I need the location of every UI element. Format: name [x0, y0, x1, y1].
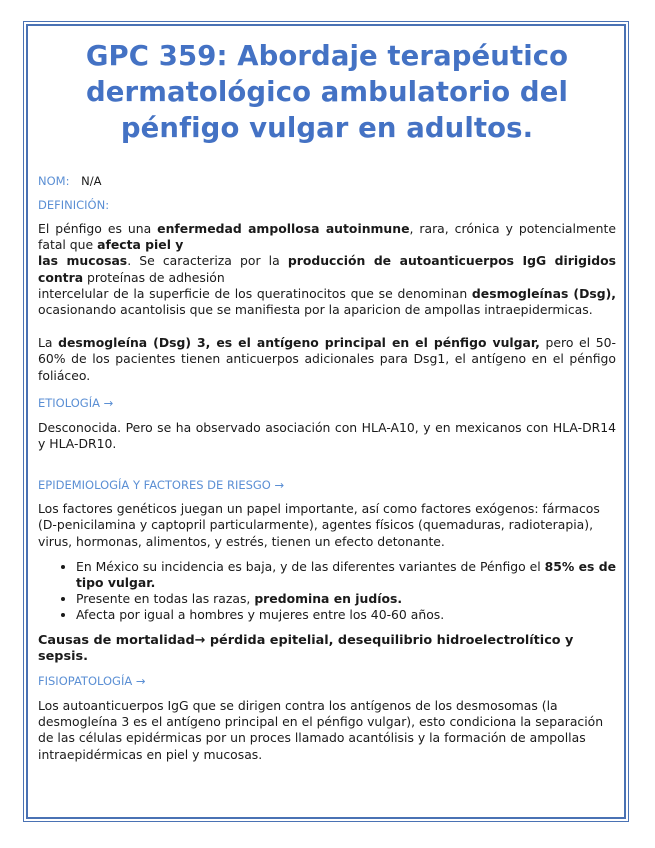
list-item — [76, 607, 616, 623]
text-run: pero el 50-60% de los pacientes tienen anticuerpos adicionales para Dsg1, el antígeno en el pénfigo foliáceo. — [38, 335, 616, 383]
text-run: En México su incidencia es baja, y de las diferentes variantes de Pénfigo el — [76, 558, 545, 574]
bold-run: desmogleína (Dsg) 3, es el antígeno principal en el pénfigo vulgar, — [58, 335, 540, 351]
bold-run: enfermedad ampollosa autoinmune — [157, 221, 410, 236]
etiologia-heading: ETIOLOGÍA → — [38, 395, 114, 410]
desmogleina-paragraph — [38, 335, 616, 384]
text-run: Presente en todas las razas, — [76, 591, 255, 607]
definicion-paragraph — [38, 221, 616, 318]
bold-run: afecta piel y — [97, 237, 184, 253]
mortalidad-text: Causas de mortalidad→ pérdida epitelial, desequilibrio hidroelectrolítico y sepsis. — [38, 632, 574, 664]
epidemiologia-list — [38, 559, 616, 624]
definicion-line-3 — [38, 286, 616, 318]
definicion-heading: DEFINICIÓN: — [38, 198, 110, 212]
bold-run: predomina en judíos. — [254, 591, 403, 607]
nom-row — [38, 174, 616, 188]
text-run: La — [38, 335, 59, 351]
bold-run: producción de autoanticuerpos IgG dirigidos contra — [38, 253, 617, 285]
fisiopatologia-text: Los autoanticuerpos IgG que se dirigen contra los antígenos de los desmosomas (la desmogleína 3 es el antígeno principal en el pénfigo vulgar), esto condiciona la separación de las células epidérmicas por un proces llamado acantólisis y la formación de ampollas intraepidérmicas en piel y mucosas. — [38, 698, 604, 762]
etiologia-text: Desconocida. Pero se ha observado asociación con HLA-A10, y en mexicanos con HLA-DR14 y HLA-DR10. — [38, 419, 616, 452]
document-body — [38, 38, 616, 763]
text-run: proteínas de adhesión — [83, 269, 225, 285]
text-run: Afecta por igual a hombres y mujeres entre los 40-60 años. — [76, 607, 445, 623]
fisiopatologia-heading: FISIOPATOLOGÍA → — [38, 674, 146, 689]
bold-run: 85% es de tipo vulgar. — [76, 558, 616, 591]
bold-run: desmogleínas (Dsg), — [471, 285, 616, 301]
epidemiologia-intro: Los factores genéticos juegan un papel importante, así como factores exógenos: fármacos (D-penicilamina y captopril particularmente), agentes físicos (quemaduras, radioterapia), virus, hormonas, alimentos, y estrés, tienen un efecto detonante. — [38, 501, 600, 549]
epidemiologia-heading: EPIDEMIOLOGÍA Y FACTORES DE RIESGO → — [38, 478, 285, 493]
list-item — [76, 559, 616, 591]
text-run: , rara, crónica y potencialmente fatal que — [38, 221, 616, 253]
nom-label: NOM: — [38, 174, 70, 188]
text-run: . Se caracteriza por la — [127, 253, 288, 269]
text-run: El pénfigo es una — [38, 221, 158, 236]
document-title: GPC 359: Abordaje terapéutico dermatológico ambulatorio del pénfigo vulgar en adultos. — [85, 40, 569, 144]
list-item — [76, 591, 616, 607]
text-run: intercelular de la superficie de los queratinocitos que se denominan — [38, 285, 472, 301]
definicion-line-2 — [38, 253, 616, 285]
nom-value: N/A — [81, 174, 102, 188]
text-run: ocasionando acantolisis que se manifiesta por la aparicion de ampollas intraepidermicas. — [38, 302, 593, 318]
bold-run: las mucosas — [38, 253, 128, 269]
definicion-line-1 — [38, 221, 616, 253]
